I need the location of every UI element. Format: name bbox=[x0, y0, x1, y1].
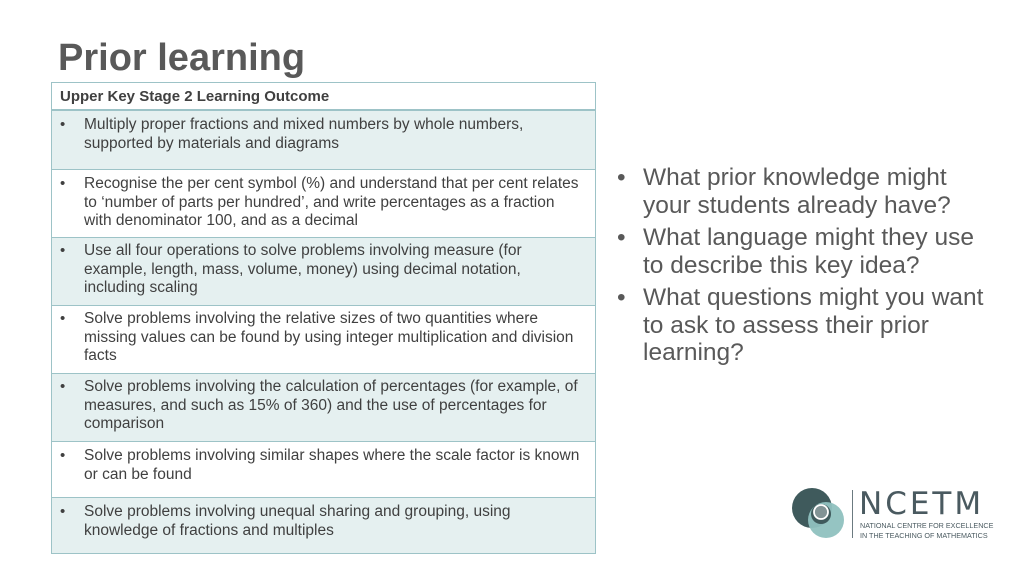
outcome-text: Multiply proper fractions and mixed numbers by whole numbers, supported by materials and diagrams bbox=[84, 116, 524, 152]
bullet-icon: • bbox=[60, 175, 66, 192]
logo-wordmark: NCETM bbox=[859, 486, 985, 522]
outcome-text: Use all four operations to solve problems involving measure (for example, length, mass, volume, money) using decimal notation, including scaling bbox=[84, 242, 522, 296]
question-text: What prior knowledge might your students already have? bbox=[643, 164, 951, 219]
bullet-icon: • bbox=[60, 503, 66, 520]
table-row bbox=[52, 442, 596, 498]
page-title: Prior learning bbox=[58, 37, 306, 79]
logo-tagline: IN THE TEACHING OF MATHEMATICS bbox=[860, 531, 988, 540]
table-row bbox=[52, 374, 596, 442]
discussion-questions bbox=[617, 164, 987, 372]
outcome-text: Solve problems involving unequal sharing and grouping, using knowledge of fractions and multiples bbox=[84, 503, 511, 539]
list-item bbox=[617, 284, 987, 367]
table-row bbox=[52, 110, 596, 170]
table-header: Upper Key Stage 2 Learning Outcome bbox=[52, 83, 596, 111]
bullet-icon: • bbox=[60, 447, 66, 464]
bullet-icon: • bbox=[617, 164, 626, 191]
outcome-text: Recognise the per cent symbol (%) and understand that per cent relates to ‘number of parts per hundred’, and write percentages as a fraction with denominator 100, and as a decimal bbox=[84, 175, 579, 229]
outcome-text: Solve problems involving similar shapes where the scale factor is known or can be found bbox=[84, 447, 580, 483]
logo-divider bbox=[852, 490, 853, 538]
bullet-icon: • bbox=[617, 284, 626, 311]
table-row bbox=[52, 306, 596, 374]
bullet-icon: • bbox=[60, 378, 66, 395]
ncetm-logo-mark-icon bbox=[790, 486, 848, 542]
outcome-text: Solve problems involving the calculation of percentages (for example, of measures, and such as 15% of 360) and the use of percentages for comparison bbox=[84, 378, 578, 432]
question-text: What language might they use to describe this key idea? bbox=[643, 224, 974, 279]
logo-tagline: NATIONAL CENTRE FOR EXCELLENCE bbox=[860, 521, 994, 530]
table-row bbox=[52, 170, 596, 238]
bullet-icon: • bbox=[60, 116, 66, 133]
learning-outcomes-table bbox=[51, 82, 596, 554]
list-item bbox=[617, 164, 987, 219]
outcome-text: Solve problems involving the relative sizes of two quantities where missing values can be found by using integer multiplication and division facts bbox=[84, 310, 574, 364]
table-row bbox=[52, 498, 596, 554]
bullet-icon: • bbox=[617, 224, 626, 251]
bullet-icon: • bbox=[60, 310, 66, 327]
bullet-icon: • bbox=[60, 242, 66, 259]
ncetm-logo bbox=[790, 486, 994, 542]
table-row bbox=[52, 238, 596, 306]
question-text: What questions might you want to ask to assess their prior learning? bbox=[643, 284, 984, 366]
list-item bbox=[617, 224, 987, 279]
